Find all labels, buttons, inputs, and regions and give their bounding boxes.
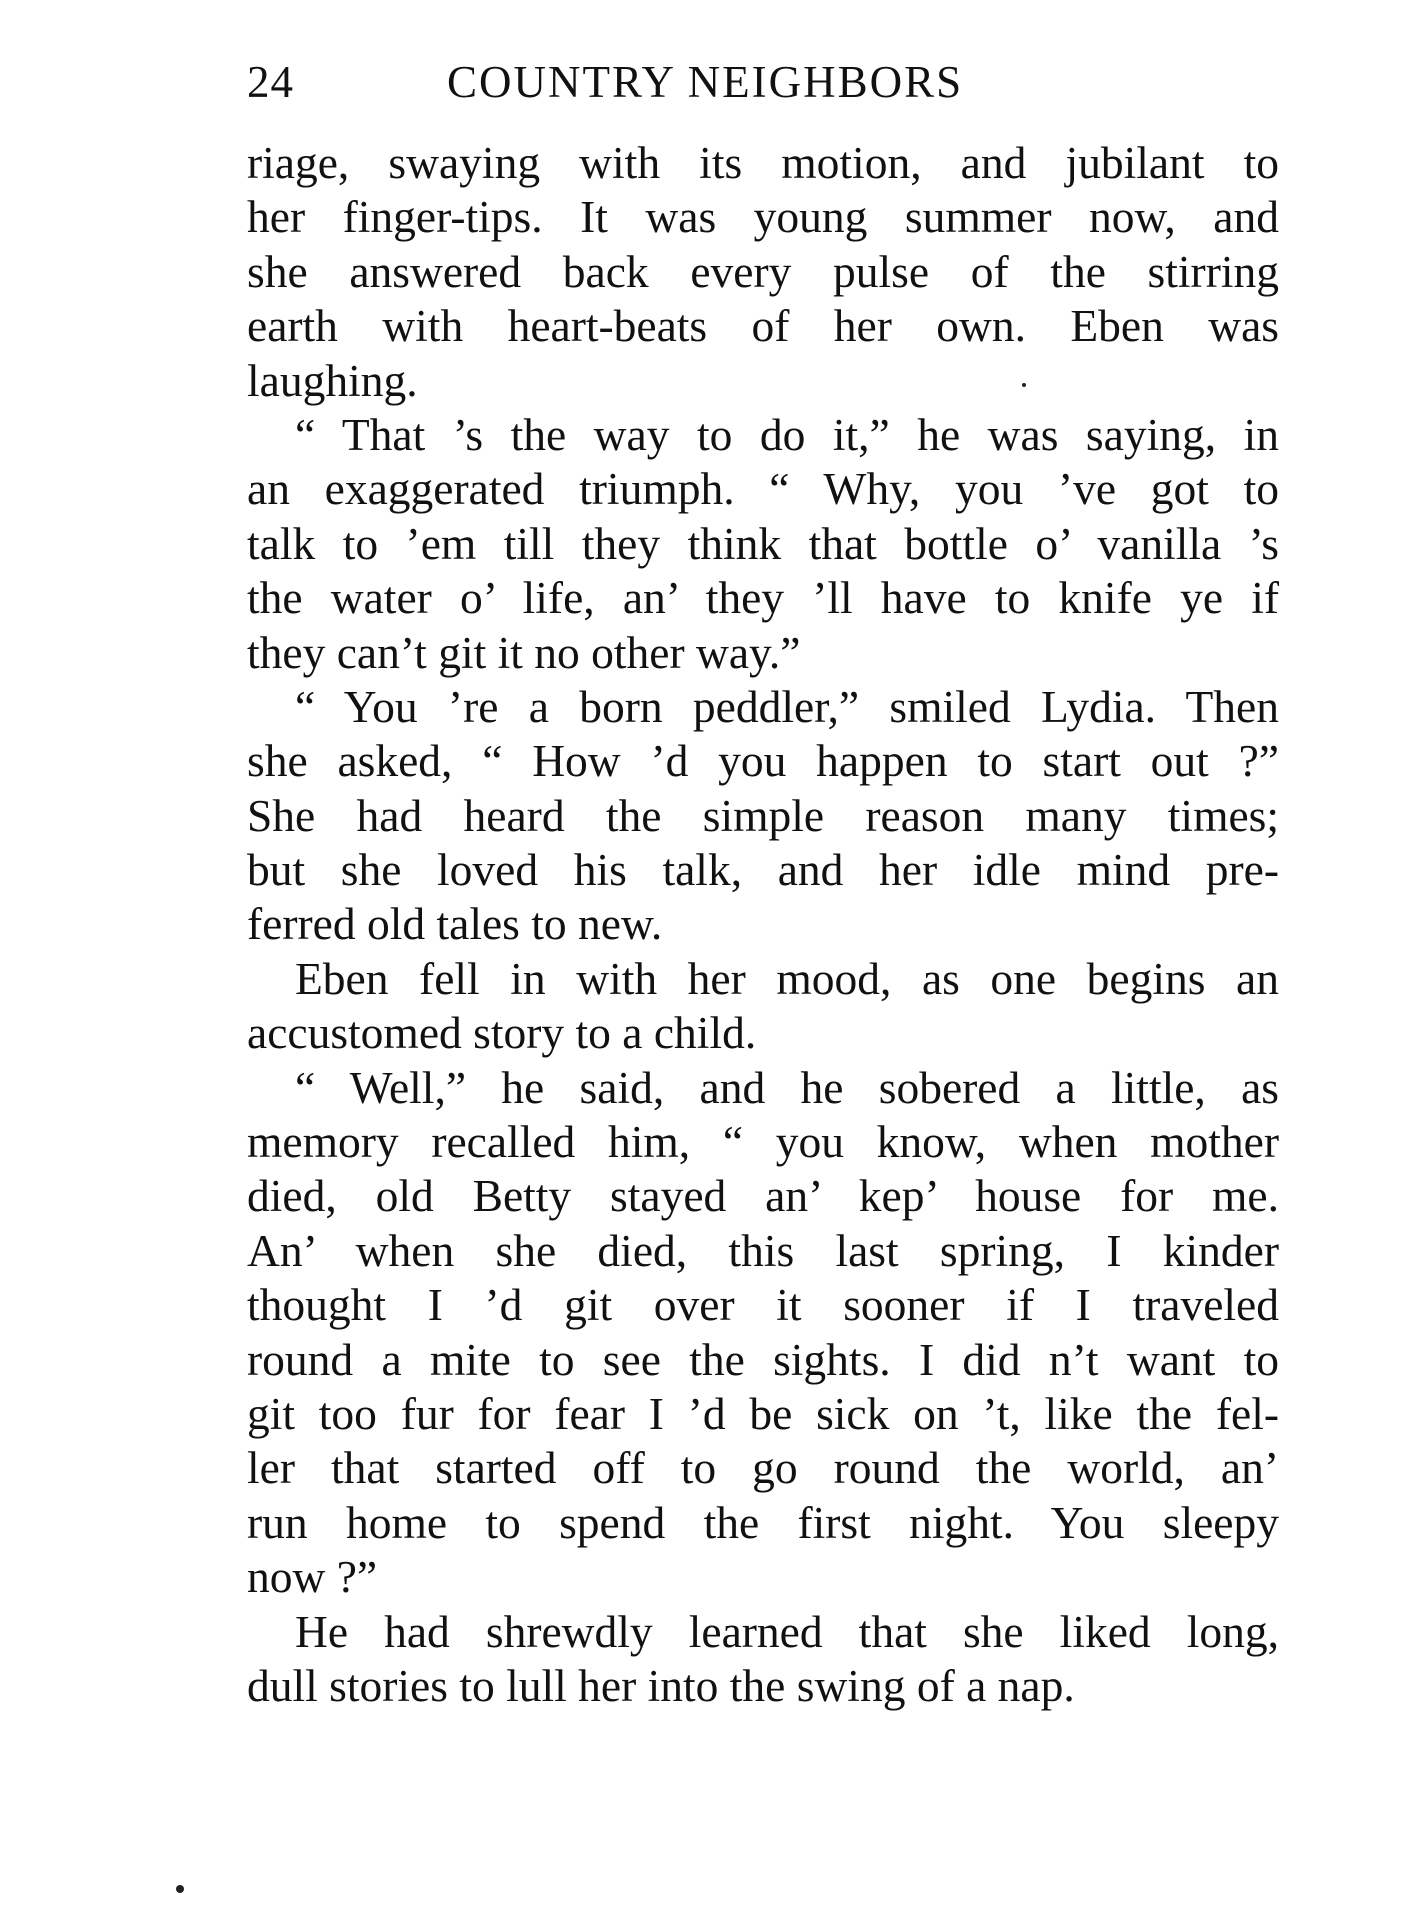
text-line: run home to spend the first night. You sleepy (247, 1496, 1279, 1548)
text-line: “ That ’s the way to do it,” he was saying, in (295, 408, 1279, 460)
text-line: riage, swaying with its motion, and jubilant to (247, 137, 1279, 188)
text-line: she asked, “ How ’d you happen to start out ?” (247, 735, 1279, 787)
text-line: earth with heart-beats of her own. Eben was (247, 300, 1279, 352)
text-line: “ You ’re a born peddler,” smiled Lydia. Then (295, 680, 1279, 732)
running-title: COUNTRY NEIGHBORS (447, 57, 964, 107)
print-speck (176, 1885, 184, 1893)
running-head (247, 52, 1079, 112)
text-line: thought I ’d git over it sooner if I traveled (247, 1279, 1279, 1331)
text-line: ferred old tales to new. (247, 898, 663, 950)
text-line: dull stories to lull her into the swing of a nap. (247, 1659, 1075, 1711)
text-line: her finger-tips. It was young summer now, and (247, 191, 1279, 243)
text-line: now ?” (247, 1551, 378, 1603)
text-line: memory recalled him, “ you know, when mother (247, 1116, 1279, 1168)
text-line: She had heard the simple reason many times; (247, 789, 1279, 841)
text-line: “ Well,” he said, and he sobered a little, as (295, 1061, 1279, 1113)
text-line: Eben fell in with her mood, as one begins an (295, 952, 1279, 1004)
text-line: round a mite to see the sights. I did n’t want to (247, 1333, 1279, 1385)
text-line: they can’t git it no other way.” (247, 626, 801, 678)
text-line: laughing. (247, 354, 418, 406)
text-line: died, old Betty stayed an’ kep’ house for me. (247, 1170, 1279, 1222)
text-line: ler that started off to go round the world, an’ (247, 1442, 1279, 1494)
page-number: 24 (247, 57, 294, 107)
text-line: she answered back every pulse of the stirring (247, 245, 1279, 297)
text-line: He had shrewdly learned that she liked long, (295, 1605, 1279, 1657)
text-line: the water o’ life, an’ they ’ll have to knife ye if (247, 572, 1279, 624)
text-line: an exaggerated triumph. “ Why, you ’ve got to (247, 463, 1279, 515)
body-text (247, 136, 1279, 1713)
text-line: talk to ’em till they think that bottle o’ vanilla ’s (247, 517, 1279, 569)
text-line: An’ when she died, this last spring, I kinder (247, 1224, 1279, 1276)
text-line: git too fur for fear I ’d be sick on ’t, like the fel- (247, 1387, 1279, 1439)
print-speck (1022, 383, 1026, 387)
text-line: accustomed story to a child. (247, 1007, 757, 1059)
text-line: but she loved his talk, and her idle mind pre- (247, 844, 1279, 896)
